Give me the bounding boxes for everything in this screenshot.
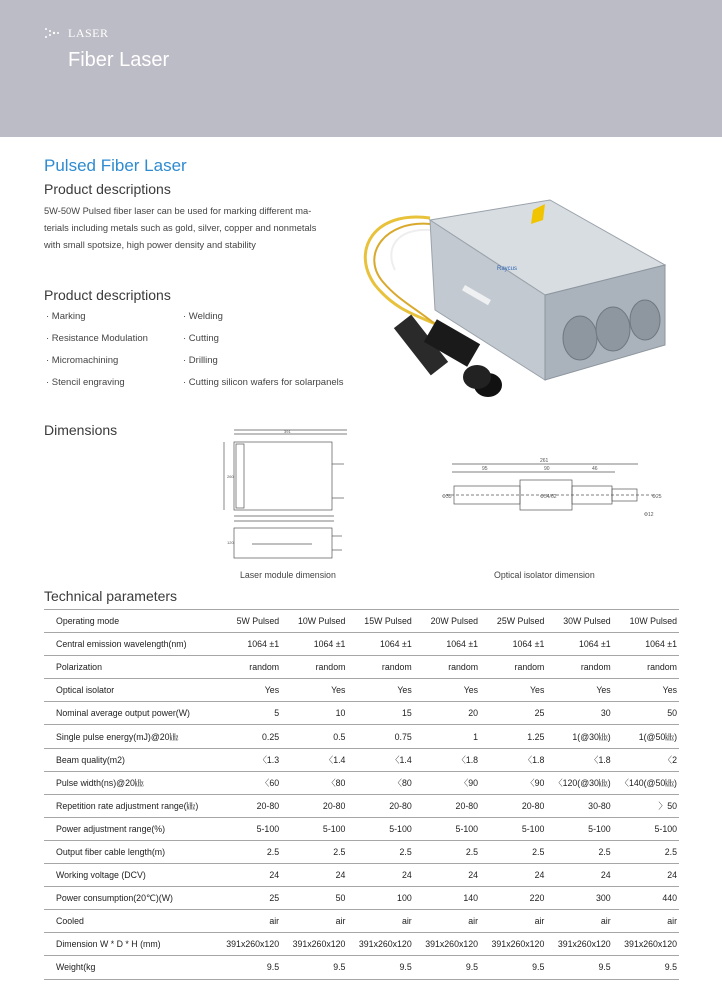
table-cell: Yes [613,679,679,702]
table-cell: random [347,656,413,679]
description-line: 5W-50W Pulsed fiber laser can be used for marking different ma- [44,206,312,216]
column-header: 5W Pulsed [215,610,281,633]
table-cell: air [215,910,281,933]
row-label: Central emission wavelength(nm) [44,633,215,656]
table-header-row [44,610,679,633]
table-cell: 〈80 [281,771,347,794]
table-cell: 9.5 [414,956,480,979]
table-cell: 〈80 [347,771,413,794]
table-cell: 100 [347,887,413,910]
column-header: 25W Pulsed [480,610,546,633]
row-label: Pulse width(ns)@20㎑ [44,771,215,794]
table-cell: 2.5 [480,840,546,863]
fiber-laser-product-image [355,190,675,415]
column-header: 30W Pulsed [546,610,612,633]
list-item: · Drilling [183,355,218,366]
list-item: · Resistance Modulation [46,333,148,344]
laser-module-caption: Laser module dimension [240,570,336,580]
table-cell: 30 [546,702,612,725]
table-cell: Yes [215,679,281,702]
list-item: · Micromachining [46,355,119,366]
table-cell: 9.5 [480,956,546,979]
table-cell: 2.5 [281,840,347,863]
table-cell: Yes [414,679,480,702]
table-cell: 2.5 [613,840,679,863]
row-label: Power consumption(20℃)(W) [44,887,215,910]
description-line: terials including metals such as gold, silver, copper and nonmetals [44,223,317,233]
column-header: 10W Pulsed [281,610,347,633]
table-cell: air [347,910,413,933]
table-cell: Yes [347,679,413,702]
list-item: · Cutting silicon wafers for solarpanels [183,377,344,388]
table-cell: 5-100 [480,817,546,840]
dimensions-heading: Dimensions [44,422,118,438]
list-item: · Cutting [183,333,219,344]
table-cell: 〈90 [480,771,546,794]
table-cell: 1064 ±1 [347,633,413,656]
svg-text:90: 90 [544,466,550,472]
table-cell: 1064 ±1 [215,633,281,656]
table-cell: air [613,910,679,933]
optical-isolator-caption: Optical isolator dimension [494,570,595,580]
table-cell: 1(@50㎑) [613,725,679,748]
product-description-text [44,203,344,254]
table-cell: 50 [281,887,347,910]
table-cell: 391x260x120 [215,933,281,956]
row-label: Optical isolator [44,679,215,702]
applications-list-left [46,310,148,398]
table-cell: 24 [215,864,281,887]
row-label: Cooled [44,910,215,933]
svg-text:Φ54/62: Φ54/62 [540,494,557,500]
table-row [44,725,679,748]
table-cell: 20-80 [281,794,347,817]
table-row [44,864,679,887]
table-cell: 20-80 [414,794,480,817]
table-cell: 391x260x120 [480,933,546,956]
table-cell: 〈90 [414,771,480,794]
table-cell: 15 [347,702,413,725]
applications-heading: Product descriptions [44,287,171,303]
table-cell: 2.5 [215,840,281,863]
table-cell: 9.5 [215,956,281,979]
header-kicker: LASER [68,26,109,40]
table-cell: random [281,656,347,679]
row-label: Working voltage (DCV) [44,864,215,887]
table-cell: 0.25 [215,725,281,748]
table-cell: 〈60 [215,771,281,794]
table-cell: random [546,656,612,679]
table-cell: 〈1.3 [215,748,281,771]
table-row [44,840,679,863]
table-cell: 1064 ±1 [414,633,480,656]
table-row [44,771,679,794]
table-cell: 0.75 [347,725,413,748]
table-cell: 391x260x120 [613,933,679,956]
row-label: Dimension W * D * H (mm) [44,933,215,956]
row-label: Repetition rate adjustment range(㎑) [44,794,215,817]
table-cell: air [480,910,546,933]
table-cell: 9.5 [281,956,347,979]
row-label: Output fiber cable length(m) [44,840,215,863]
table-cell: 391x260x120 [546,933,612,956]
table-cell: 220 [480,887,546,910]
table-cell: 〈140(@50㎑) [613,771,679,794]
table-cell: 24 [546,864,612,887]
table-cell: 24 [613,864,679,887]
table-cell: 300 [546,887,612,910]
applications-list-right [183,310,344,398]
table-cell: 5-100 [347,817,413,840]
table-cell: 391x260x120 [347,933,413,956]
table-cell: 2.5 [546,840,612,863]
table-row [44,656,679,679]
table-cell: 20 [414,702,480,725]
row-label: Power adjustment range(%) [44,817,215,840]
table-row [44,679,679,702]
laser-module-dimension-drawing [222,428,360,568]
laser-logo-icon [44,27,62,39]
table-cell: 1(@30㎑) [546,725,612,748]
row-label: Operating mode [44,610,215,633]
table-cell: 9.5 [546,956,612,979]
table-cell: air [414,910,480,933]
svg-text:260: 260 [227,474,234,479]
table-cell: random [215,656,281,679]
table-cell: 1064 ±1 [480,633,546,656]
table-cell: Yes [281,679,347,702]
table-cell: 5-100 [414,817,480,840]
table-cell: 〈1.4 [281,748,347,771]
column-header: 20W Pulsed [414,610,480,633]
table-cell: 1064 ±1 [546,633,612,656]
table-row [44,887,679,910]
table-row [44,817,679,840]
svg-text:Φ35: Φ35 [442,494,452,500]
table-cell: Yes [480,679,546,702]
svg-text:Φ25: Φ25 [652,494,662,500]
table-row [44,956,679,979]
svg-text:120: 120 [227,540,234,545]
table-cell: Yes [546,679,612,702]
table-row [44,633,679,656]
table-cell: 5-100 [215,817,281,840]
technical-parameters-table [44,609,679,980]
list-item: · Marking [46,311,86,322]
table-cell: 440 [613,887,679,910]
table-cell: 20-80 [215,794,281,817]
table-cell: 1.25 [480,725,546,748]
column-header: 10W Pulsed [613,610,679,633]
table-cell: 25 [480,702,546,725]
table-row [44,910,679,933]
svg-text:Φ12: Φ12 [644,512,654,518]
table-cell: 1064 ±1 [613,633,679,656]
section-title: Pulsed Fiber Laser [44,156,187,175]
table-cell: 391x260x120 [414,933,480,956]
svg-text:391: 391 [284,429,291,434]
header-title: Fiber Laser [68,49,170,71]
table-cell: 〈2 [613,748,679,771]
list-item: · Welding [183,311,223,322]
svg-text:46: 46 [592,466,598,472]
table-cell: 30-80 [546,794,612,817]
table-row [44,794,679,817]
optical-isolator-dimension-drawing [440,456,670,526]
table-row [44,748,679,771]
table-cell: 〈1.4 [347,748,413,771]
description-line: with small spotsize, high power density and stability [44,240,256,250]
table-cell: 24 [281,864,347,887]
table-cell: 〈1.8 [414,748,480,771]
table-cell: 1064 ±1 [281,633,347,656]
technical-parameters-heading: Technical parameters [44,588,178,604]
table-cell: 24 [347,864,413,887]
table-cell: 20-80 [347,794,413,817]
table-cell: 5 [215,702,281,725]
product-descriptions-heading: Product descriptions [44,181,171,197]
column-header: 15W Pulsed [347,610,413,633]
header-band [0,0,722,137]
table-cell: 2.5 [414,840,480,863]
table-cell: 〉50 [613,794,679,817]
row-label: Polarization [44,656,215,679]
table-cell: 25 [215,887,281,910]
table-cell: 24 [414,864,480,887]
table-row [44,933,679,956]
table-cell: random [480,656,546,679]
table-cell: random [613,656,679,679]
table-cell: air [546,910,612,933]
table-cell: 〈1.8 [546,748,612,771]
row-label: Weight(kg [44,956,215,979]
table-cell: 5-100 [546,817,612,840]
table-cell: air [281,910,347,933]
table-cell: 140 [414,887,480,910]
table-cell: 〈1.8 [480,748,546,771]
table-row [44,702,679,725]
table-cell: 9.5 [613,956,679,979]
table-cell: 9.5 [347,956,413,979]
table-cell: 391x260x120 [281,933,347,956]
table-cell: 50 [613,702,679,725]
table-cell: 20-80 [480,794,546,817]
svg-text:261: 261 [540,458,549,464]
row-label: Single pulse energy(mJ)@20㎑ [44,725,215,748]
table-cell: 5-100 [613,817,679,840]
table-cell: 10 [281,702,347,725]
table-cell: random [414,656,480,679]
svg-text:Raycus: Raycus [497,266,518,272]
table-cell: 2.5 [347,840,413,863]
table-cell: 0.5 [281,725,347,748]
row-label: Beam quality(m2) [44,748,215,771]
svg-text:95: 95 [482,466,488,472]
row-label: Nominal average output power(W) [44,702,215,725]
table-cell: 5-100 [281,817,347,840]
table-cell: 24 [480,864,546,887]
table-cell: 1 [414,725,480,748]
table-cell: 〈120(@30㎑) [546,771,612,794]
list-item: · Stencil engraving [46,377,125,388]
